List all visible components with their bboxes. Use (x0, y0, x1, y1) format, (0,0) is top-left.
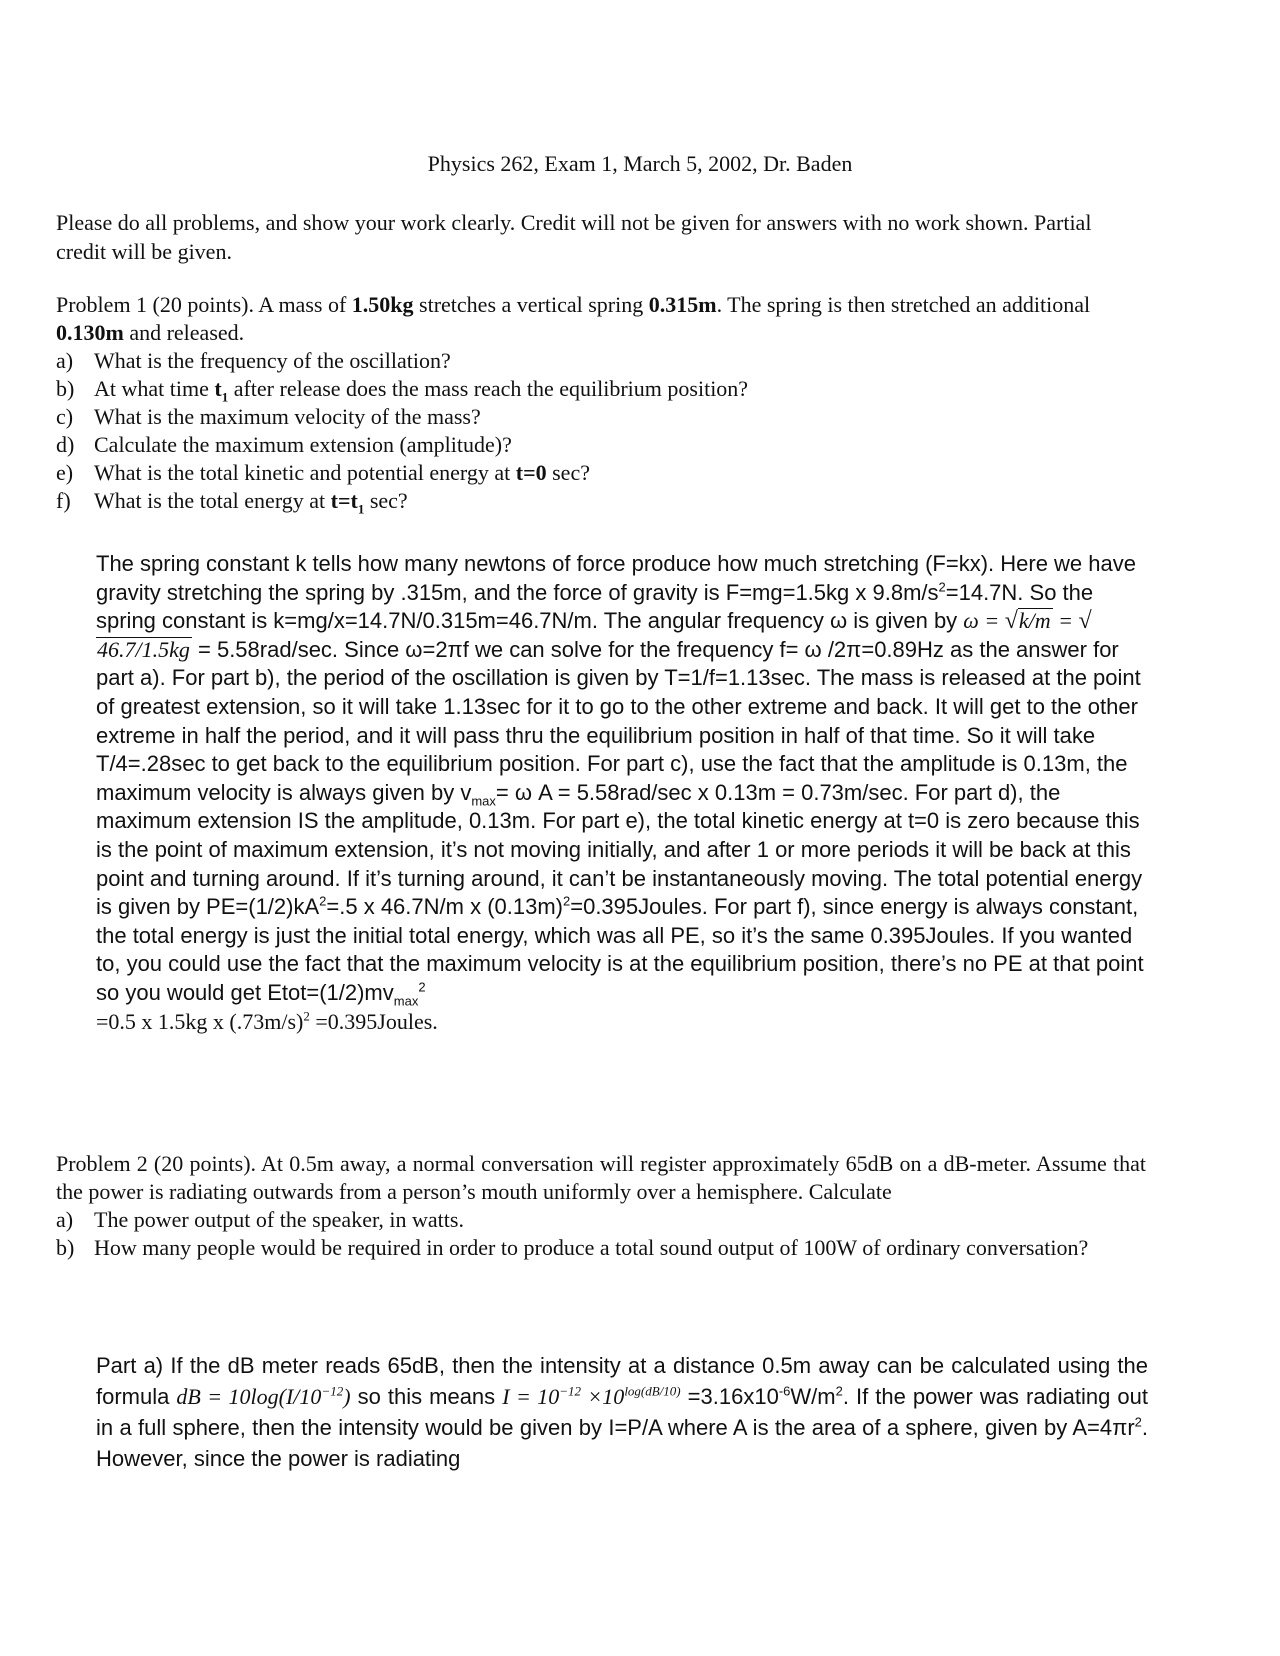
problem-2 (56, 1150, 1146, 1262)
question-item: a) The power output of the speaker, in watts. (56, 1207, 464, 1232)
sqrt-icon: √ (1078, 608, 1092, 635)
omega-equation: ω = √k/m = √46.7/1.5kg (97, 608, 1092, 662)
question-item: f) What is the total energy at $t=t_1$ sec? (56, 488, 408, 517)
problem-1-questions (56, 347, 1146, 515)
question-item: c) What is the maximum velocity of the mass? (56, 404, 481, 429)
db-formula: dB = $10\log(I/10^{-12})$ (176, 1383, 351, 1409)
problem-2-questions (56, 1206, 1146, 1262)
question-item: e) What is the total kinetic and potential energy at t=0 sec? (56, 460, 590, 485)
problem-2-statement: Problem 2 (20 points). At 0.5m away, a normal conversation will register approximately 65dB on a dB-meter. Assume that the power is radiating outwards from a person’s mouth uniformly over a hemisphere. Calculate (56, 1151, 1146, 1204)
question-item: b) How many people would be required in order to produce a total sound output of 100W of ordinary conversation? (56, 1235, 1089, 1260)
page-title: Physics 262, Exam 1, March 5, 2002, Dr. Baden (427, 151, 853, 176)
question-item: b) At what time $t_1$ after release does the mass reach the equilibrium position? (56, 376, 749, 405)
problem-1-statement: Problem 1 (20 points). A mass of 1.50kg stretches a vertical spring 0.315m. The spring is then stretched an additional 0.130m and released. (56, 292, 1091, 345)
sqrt-icon: √ (1004, 608, 1018, 635)
question-item: a) What is the frequency of the oscillation? (56, 348, 451, 373)
problem-1 (56, 291, 1146, 515)
question-item: d) Calculate the maximum extension (amplitude)? (56, 432, 512, 457)
mass-value: 1.50kg (351, 292, 414, 317)
intensity-formula: $I = 10^{-12} \times 10^{log(dB/10)}$ (502, 1383, 681, 1409)
instructions: Please do all problems, and show your work clearly. Credit will not be given for answers with no work shown. Partial credit will be given. (56, 210, 1092, 264)
problem-1-solution: The spring constant k tells how many newtons of force produce how much stretching (F=kx). Here we have gravity stretching the spring by .315m, and the force of gravity is F=mg=1.5kg x $9.8m/s^2=14.7N$. So the spring constant is k=mg/x=14.7N/0.315m=46.7N/m. The angular frequency ω is given by ω = √k/m = √46.7/1.5kg = 5.58rad/sec. Since ω=2πf we can solve for the frequency f= ω /2π=0.89Hz as the answer for part a). For part b), the period of the oscillation is given by T=1/f=1.13sec. The mass is released at the point of greatest extension, so it will take 1.13sec for it to go to the other extreme and back. It will get to the other extreme in half the period, and it will pass thru the equilibrium position in half of that time. So it will take T/4=.28sec to get back to the equilibrium position. For part c), use the fact that the amplitude is 0.13m, the maximum velocity is always given by $v_{max}= \omega$ A = 5.58rad/sec x 0.13m = 0.73m/sec. For part d), the maximum extension IS the amplitude, 0.13m. For part e), the total kinetic energy at t=0 is zero because this is the point of maximum extension, it’s not moving initially, and after 1 or more periods it will be back at this point and turning around. If it’s turning around, it can’t be instantaneously moving. The total potential energy is given by $PE=(1/2)kA^2=.5$ x 46.7N/m x $(0.13m)^2=0.395Joules$. For part f), since energy is always constant, the total energy is just the initial total energy, which was all PE, so it’s the same 0.395Joules. If you wanted to, you could use the fact that the maximum velocity is at the equilibrium position, there’s no PE at that point so you would get $Etot=(1/2)mv_{max}^2$ =0.5 x 1.5kg x $(.73m/s)^2$ =0.395Joules. (96, 551, 1144, 1034)
problem-2-solution: Part a) If the dB meter reads 65dB, then the intensity at a distance 0.5m away can be calculated using the formula dB = $10\log(I/10^{-12})$ so this means $I = 10^{-12} \times 10^{log(dB/10)} =3.16x10^{-6}W/m^2$. If the power was radiating out in a full sphere, then the intensity would be given by I=P/A where A is the area of a sphere, given by $A=4\pi r^2$. However, since the power is radiating (96, 1353, 1149, 1471)
stretch-value: 0.315m (648, 292, 717, 317)
extra-stretch-value: 0.130m (56, 320, 124, 345)
